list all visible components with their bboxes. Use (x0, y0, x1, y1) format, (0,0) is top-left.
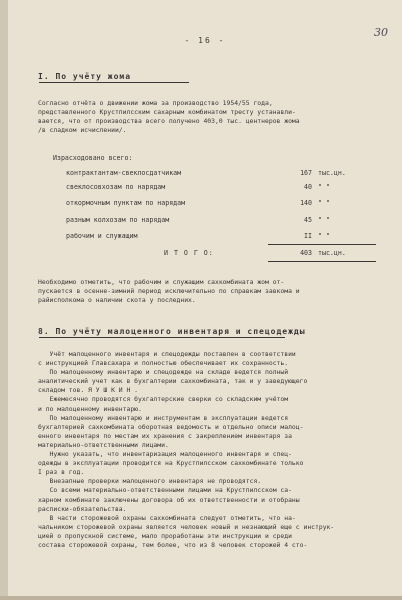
section1-heading: I. По учёту жома (38, 72, 132, 81)
row-unit: тыс.цн. (318, 169, 346, 177)
text-line: Согласно отчёта о движении жома за производство 1954/55 года, (38, 99, 273, 107)
text-line: цией о пропускной системе, мало проработаны эти инструкции и среди (38, 531, 292, 540)
row-label: свеклосовхозам по нарядам (66, 183, 166, 191)
expenditure-row (66, 216, 376, 226)
text-line: енного инвентаря по местам их хранения с закреплением инвентаря за (38, 431, 292, 440)
text-line: Со всеми материально-ответственными лицами на Крустпилсском са- (38, 486, 292, 495)
text-line: чальником сторожевой охраны является человек новый и незнающий еще с инструк- (38, 522, 335, 531)
expenditure-subheading: Израсходовано всего: (53, 154, 133, 162)
row-label: разным колхозам по нарядам (66, 216, 170, 224)
row-value: 40 (304, 183, 312, 191)
section2-body (38, 350, 368, 550)
text-line: По малоценному инвентарю и инструментам в эксплуатации ведется (38, 413, 289, 422)
text-line: представленного Крустпилсским сахарным комбинатом тресту устанавли- (38, 108, 296, 117)
text-line: Ежемесячно проводятся бухгалтерские сверки со складским учётом (38, 395, 289, 404)
handwritten-sheet-number: 30 (374, 26, 388, 39)
row-label: рабочим и служащим (66, 232, 138, 240)
text-line: I раз в год. (38, 468, 85, 477)
row-value: 140 (300, 199, 312, 207)
total-row (66, 249, 376, 259)
section1-heading-underline (39, 82, 189, 83)
section2-heading: 8. По учёту малоценного инвентаря и спецодежды (38, 327, 306, 336)
section1-intro (38, 99, 368, 135)
row-value: II (304, 232, 312, 240)
expenditure-row (66, 199, 376, 209)
text-line: райисполкома о наличии скота у последних. (38, 296, 196, 305)
total-label: И Т О Г О: (164, 249, 214, 257)
row-value: 167 (300, 169, 312, 177)
text-line: складом тов. Я У Ш К И Н . (38, 386, 139, 395)
total-value: 403 (300, 249, 312, 257)
page-bottom-edge (0, 596, 402, 600)
row-label: контрактантам-свеклосдатчикам (66, 169, 182, 177)
text-line: бухгалтерией сахкомбината оборотная ведомость и отдельно описи малоц- (38, 422, 304, 431)
total-rule-top (268, 244, 376, 245)
text-line: Учёт малоценного инвентаря и спецодежды поставлен в соответствии (38, 350, 296, 358)
row-unit: " " (318, 232, 330, 240)
binding-edge (0, 0, 8, 600)
row-unit: " " (318, 183, 330, 191)
total-unit: тыс.цн. (318, 249, 346, 257)
text-line: пускается в осенне-зимний период исключительно по справкам завкома и (38, 287, 300, 296)
expenditure-row (66, 232, 376, 242)
page-number: - 16 - (184, 36, 226, 45)
text-line: По малоценному инвентарю и спецодежде на складе ведется полный (38, 368, 289, 377)
text-line: одежды в эксплуатации проводится на Крустпилсском сахкомбинате только (38, 459, 304, 468)
text-line: расписки-обязательства. (38, 504, 127, 513)
text-line: Внезапные проверки малоценного инвентаря не проводятся. (38, 477, 262, 486)
text-line: Необходимо отметить, что рабочим и служащим сахкомбината жом от- (38, 278, 285, 286)
expenditure-row (66, 183, 376, 193)
row-unit: " " (318, 199, 330, 207)
text-line: /в сладком исчислении/. (38, 126, 127, 135)
expenditure-row (66, 169, 376, 179)
text-line: вается, что от производства всего получено 403,0 тыс. центнеров жома (38, 117, 300, 126)
row-unit: " " (318, 216, 330, 224)
row-value: 45 (304, 216, 312, 224)
text-line: с инструкцией Главсахара и полностью обеспечивает их сохранность. (38, 359, 289, 368)
text-line: и по малоценному инвентарю. (38, 404, 142, 413)
section2-heading-underline (39, 337, 285, 338)
text-line: Нужно указать, что инвентаризация малоценного инвентаря и спец- (38, 450, 292, 459)
text-line: аналитический учет как в бухгалтерии сахкомбината, так и у заведующего (38, 377, 308, 386)
text-line: материально-ответственными лицами. (38, 440, 169, 449)
text-line: харном комбинате заключены договора об их ответственности и отобраны (38, 495, 300, 504)
total-rule-bottom (268, 261, 376, 262)
text-line: состава сторожевой охраны, тем более, что из 8 человек сторожей 4 сто- (38, 540, 308, 549)
section1-note (38, 278, 368, 305)
text-line: В части сторожевой охраны сахкомбината следует отметить, что на- (38, 513, 296, 522)
row-label: откормочным пунктам по нарядам (66, 199, 186, 207)
